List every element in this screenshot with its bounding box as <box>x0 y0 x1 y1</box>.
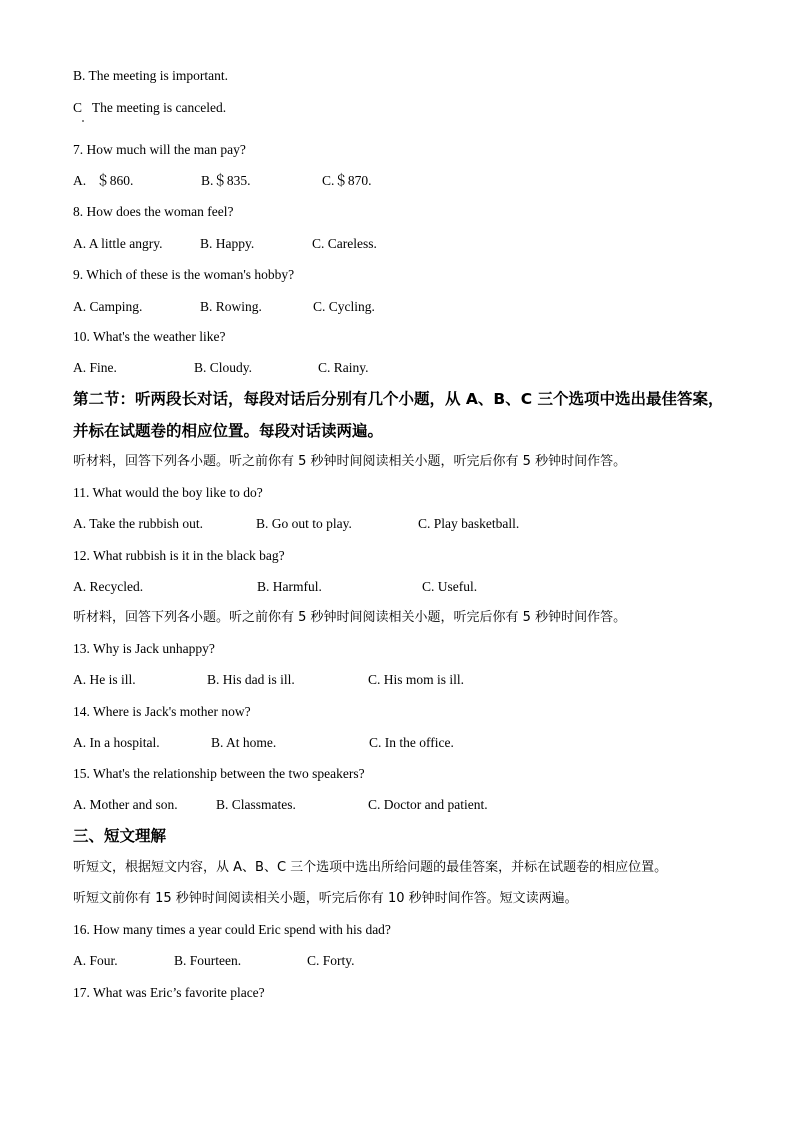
option-c: C. Doctor and patient. <box>368 797 488 812</box>
listening-instruction-1: 听材料，回答下列各小题。听之前你有 5 秒钟时间阅读相关小题，听完后你有 5 秒钟时间作答。 <box>73 454 627 469</box>
section-3-instruction-2: 听短文前你有 15 秒钟时间阅读相关小题，听完后你有 10 秒钟时间作答。短文读两遍。 <box>73 891 578 906</box>
question-8: 8. How does the woman feel? <box>73 204 234 219</box>
section-3-title: 三、短文理解 <box>73 827 167 845</box>
section-3-instruction-1: 听短文，根据短文内容，从 A、B、C 三个选项中选出所给问题的最佳答案，并标在试题卷的相应位置。 <box>73 860 668 875</box>
option-c: C. Rainy. <box>318 360 369 375</box>
options-q12 <box>73 578 723 596</box>
option-a: A. Camping. <box>73 299 143 314</box>
section-2-heading-line-2: 并标在试题卷的相应位置。每段对话读两遍。 <box>73 422 384 440</box>
option-c: C. Useful. <box>422 579 478 594</box>
options-q14 <box>73 734 723 752</box>
section-2-heading-line-1: 第二节：听两段长对话，每段对话后分别有几个小题，从 A、B、C 三个选项中选出最佳答案， <box>73 390 724 408</box>
question-10: 10. What's the weather like? <box>73 329 226 344</box>
option-b: B. Happy. <box>200 236 255 251</box>
option-a: A. In a hospital. <box>73 735 160 750</box>
question-14: 14. Where is Jack's mother now? <box>73 704 251 719</box>
question-7: 7. How much will the man pay? <box>73 142 246 157</box>
option-c: C. Forty. <box>307 953 355 968</box>
option-line-c-q6: C The meeting is canceled. <box>73 100 227 115</box>
option-c: C. Cycling. <box>313 299 375 314</box>
question-9: 9. Which of these is the woman's hobby? <box>73 267 295 282</box>
question-17: 17. What was Eric’s favorite place? <box>73 985 265 1000</box>
option-a: A. Fine. <box>73 360 117 375</box>
option-a: A. A little angry. <box>73 236 163 251</box>
option-b: B. Classmates. <box>216 797 296 812</box>
question-13: 13. Why is Jack unhappy? <box>73 641 215 656</box>
option-a: A. Mother and son. <box>73 797 178 812</box>
option-a: A. He is ill. <box>73 672 136 687</box>
options-q7 <box>73 172 723 190</box>
option-b: B. Cloudy. <box>194 360 253 375</box>
options-q9 <box>73 298 723 316</box>
option-a: A. Four. <box>73 953 118 968</box>
question-15: 15. What's the relationship between the two speakers? <box>73 766 365 781</box>
stray-dot <box>82 120 84 122</box>
option-line-b-q6: B. The meeting is important. <box>73 68 228 83</box>
option-c: C. Play basketball. <box>418 516 520 531</box>
option-c: C. In the office. <box>369 735 454 750</box>
question-12: 12. What rubbish is it in the black bag? <box>73 548 285 563</box>
option-b: B. At home. <box>211 735 277 750</box>
option-b: B. Harmful. <box>257 579 322 594</box>
listening-instruction-2: 听材料，回答下列各小题。听之前你有 5 秒钟时间阅读相关小题，听完后你有 5 秒钟时间作答。 <box>73 610 627 625</box>
options-q15 <box>73 796 723 814</box>
option-b: B. Fourteen. <box>174 953 242 968</box>
option-b: B. Rowing. <box>200 299 262 314</box>
options-q16 <box>73 952 723 970</box>
option-a: A. Recycled. <box>73 579 144 594</box>
option-b: B.＄835. <box>201 173 251 188</box>
options-q8 <box>73 235 723 253</box>
option-c: C.＄870. <box>322 173 372 188</box>
option-b: B. His dad is ill. <box>207 672 295 687</box>
option-c: C. Careless. <box>312 236 377 251</box>
options-q11 <box>73 515 723 533</box>
option-c: C. His mom is ill. <box>368 672 465 687</box>
option-a: A. ＄860. <box>73 173 134 188</box>
options-q10 <box>73 359 723 377</box>
options-q13 <box>73 671 723 689</box>
question-11: 11. What would the boy like to do? <box>73 485 263 500</box>
question-16: 16. How many times a year could Eric spend with his dad? <box>73 922 391 937</box>
option-b: B. Go out to play. <box>256 516 352 531</box>
option-a: A. Take the rubbish out. <box>73 516 204 531</box>
